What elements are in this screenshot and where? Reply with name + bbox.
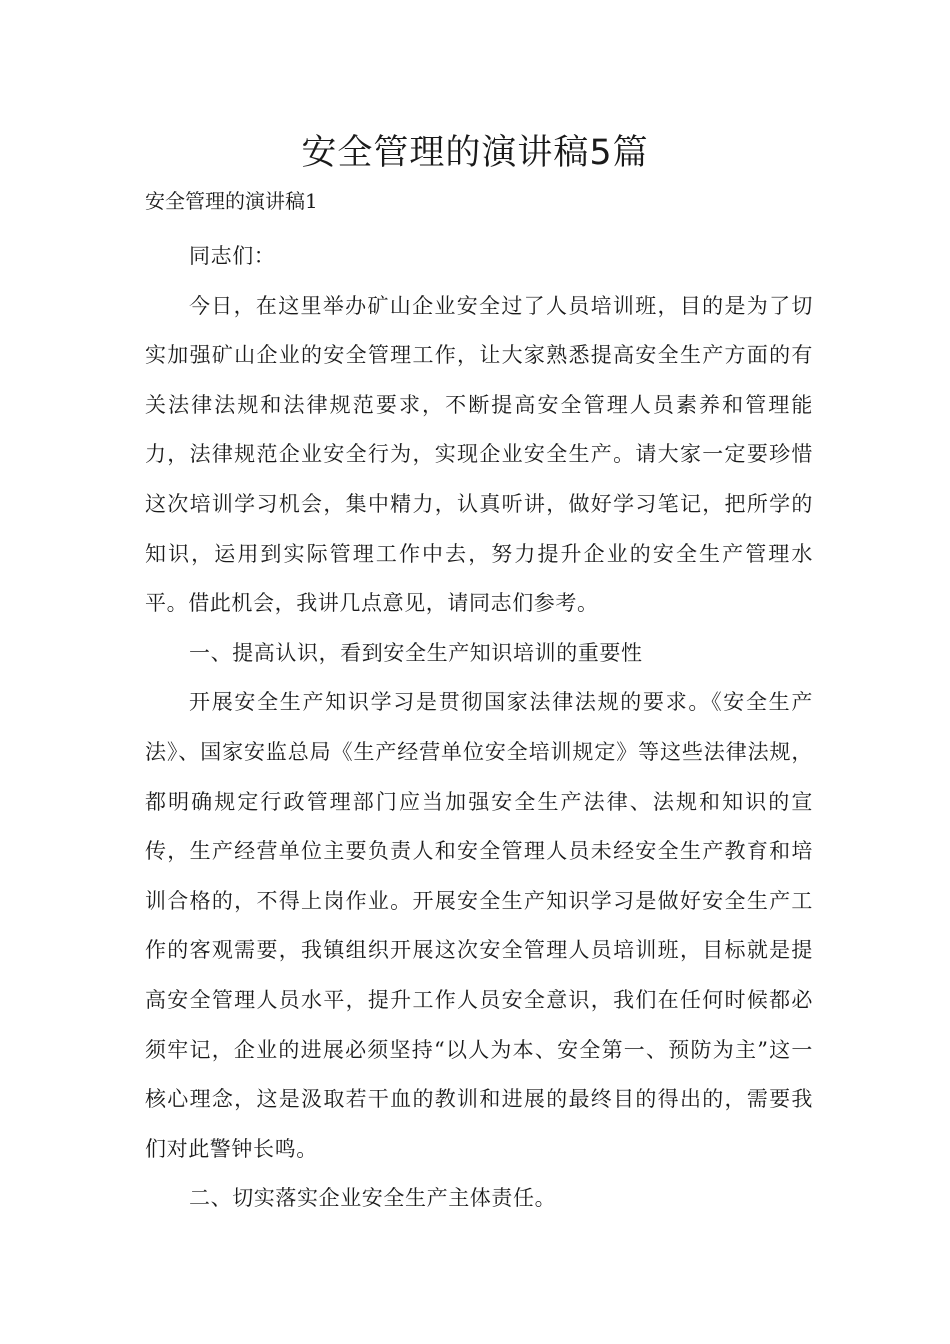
section-heading-2: 二、切实落实企业安全生产主体责任。 — [189, 1186, 557, 1211]
section-heading-1: 一、提高认识，看到安全生产知识培训的重要性 — [189, 640, 643, 665]
paragraph-salutation: 同志们： — [189, 244, 276, 268]
paragraph-section-1: 开展安全生产知识学习是贯彻国家法律法规的要求。《安全生产法》、国家安监总局《生产经营单位安全培训规定》等这些法律法规，都明确规定行政管理部门应当加强安全生产法律、法规和知识的宣传，生产经营单位主要负责人和安全管理人员未经安全生产教育和培训合格的，不得上岗作业。开展安全生产知识学习是做好安全生产工作的客观需要，我镇组织开展这次安全管理人员培训班，目标就是提高安全管理人员水平，提升工作人员安全意识，我们在任何时候都必须牢记，企业的进展必须坚持“以人为本、安全第一、预防为主”这一核心理念，这是汲取若干血的教训和进展的最终目的得出的，需要我们对此警钟长鸣。 — [145, 690, 813, 1161]
document-subtitle: 安全管理的演讲稿1 — [145, 189, 318, 213]
document-body — [145, 232, 813, 1224]
paragraph-intro: 今日，在这里举办矿山企业安全过了人员培训班，目的是为了切实加强矿山企业的安全管理工作，让大家熟悉提高安全生产方面的有关法律法规和法律规范要求，不断提高安全管理人员素养和管理能力，法律规范企业安全行为，实现企业安全生产。请大家一定要珍惜这次培训学习机会，集中精力，认真听讲，做好学习笔记，把所学的知识，运用到实际管理工作中去，努力提升企业的安全生产管理水平。借此机会，我讲几点意见，请同志们参考。 — [145, 293, 813, 616]
document-title: 安全管理的演讲稿5篇 — [301, 133, 649, 173]
